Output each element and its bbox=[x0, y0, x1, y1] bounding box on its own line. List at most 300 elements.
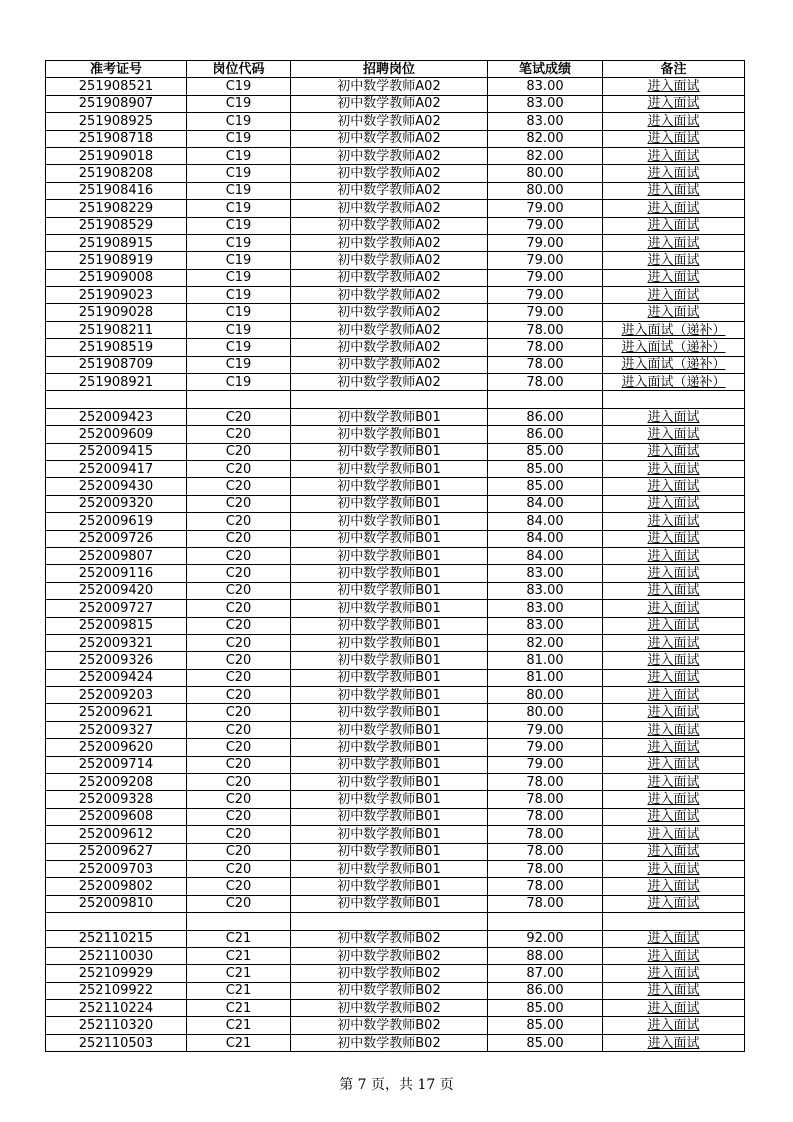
post-code-cell: C19 bbox=[187, 95, 291, 112]
exam-id-cell: 252009619 bbox=[46, 513, 187, 530]
remark-cell: 进入面试 bbox=[603, 547, 745, 564]
score-cell: 83.00 bbox=[488, 95, 603, 112]
score-cell: 78.00 bbox=[488, 878, 603, 895]
exam-id-cell: 252009620 bbox=[46, 739, 187, 756]
post-code-cell: C20 bbox=[187, 704, 291, 721]
post-code-cell: C20 bbox=[187, 652, 291, 669]
remark-cell: 进入面试 bbox=[603, 652, 745, 669]
results-table bbox=[45, 60, 745, 1052]
exam-id-cell bbox=[46, 913, 187, 930]
exam-id-cell: 251908208 bbox=[46, 165, 187, 182]
post-code-cell: C19 bbox=[187, 113, 291, 130]
table-row bbox=[46, 426, 745, 443]
remark-cell: 进入面试 bbox=[603, 860, 745, 877]
post-name-cell: 初中数学教师B01 bbox=[291, 687, 488, 704]
score-cell: 79.00 bbox=[488, 252, 603, 269]
post-code-cell: C19 bbox=[187, 182, 291, 199]
remark-cell: 进入面试 bbox=[603, 808, 745, 825]
table-row bbox=[46, 704, 745, 721]
table-row bbox=[46, 321, 745, 338]
post-code-cell: C20 bbox=[187, 791, 291, 808]
score-cell: 79.00 bbox=[488, 756, 603, 773]
table-row bbox=[46, 617, 745, 634]
score-cell: 84.00 bbox=[488, 547, 603, 564]
post-name-cell: 初中数学教师B01 bbox=[291, 443, 488, 460]
post-name-cell: 初中数学教师A02 bbox=[291, 252, 488, 269]
table-row bbox=[46, 495, 745, 512]
remark-cell: 进入面试（递补） bbox=[603, 321, 745, 338]
post-name-cell: 初中数学教师B02 bbox=[291, 947, 488, 964]
post-name-cell: 初中数学教师B01 bbox=[291, 565, 488, 582]
score-cell: 82.00 bbox=[488, 147, 603, 164]
table-row bbox=[46, 565, 745, 582]
post-name-cell: 初中数学教师B01 bbox=[291, 860, 488, 877]
remark-cell: 进入面试 bbox=[603, 878, 745, 895]
post-code-cell: C19 bbox=[187, 304, 291, 321]
table-row bbox=[46, 808, 745, 825]
post-code-cell: C20 bbox=[187, 530, 291, 547]
table-row bbox=[46, 826, 745, 843]
score-cell: 78.00 bbox=[488, 374, 603, 391]
post-name-cell: 初中数学教师B01 bbox=[291, 582, 488, 599]
score-cell: 78.00 bbox=[488, 791, 603, 808]
post-name-cell bbox=[291, 913, 488, 930]
post-name-cell: 初中数学教师B02 bbox=[291, 1000, 488, 1017]
post-name-cell: 初中数学教师B01 bbox=[291, 721, 488, 738]
table-row bbox=[46, 391, 745, 408]
table-body bbox=[46, 78, 745, 1052]
exam-id-cell: 252009415 bbox=[46, 443, 187, 460]
post-name-cell: 初中数学教师A02 bbox=[291, 165, 488, 182]
score-cell: 78.00 bbox=[488, 774, 603, 791]
remark-cell: 进入面试 bbox=[603, 947, 745, 964]
exam-id-cell: 252009807 bbox=[46, 547, 187, 564]
post-code-cell bbox=[187, 913, 291, 930]
remark-cell: 进入面试（递补） bbox=[603, 339, 745, 356]
post-name-cell: 初中数学教师B01 bbox=[291, 600, 488, 617]
remark-cell: 进入面试 bbox=[603, 217, 745, 234]
exam-id-cell: 252009810 bbox=[46, 895, 187, 912]
score-cell: 83.00 bbox=[488, 617, 603, 634]
col-header-post-name: 招聘岗位 bbox=[291, 61, 488, 78]
score-cell: 79.00 bbox=[488, 739, 603, 756]
score-cell: 86.00 bbox=[488, 408, 603, 425]
remark-cell: 进入面试 bbox=[603, 530, 745, 547]
post-name-cell: 初中数学教师B01 bbox=[291, 826, 488, 843]
post-code-cell: C20 bbox=[187, 565, 291, 582]
post-name-cell: 初中数学教师A02 bbox=[291, 217, 488, 234]
table-row bbox=[46, 791, 745, 808]
post-name-cell: 初中数学教师A02 bbox=[291, 95, 488, 112]
col-header-exam-id: 准考证号 bbox=[46, 61, 187, 78]
score-cell: 78.00 bbox=[488, 843, 603, 860]
post-code-cell: C20 bbox=[187, 808, 291, 825]
post-code-cell: C19 bbox=[187, 217, 291, 234]
remark-cell: 进入面试 bbox=[603, 426, 745, 443]
table-row bbox=[46, 930, 745, 947]
remark-cell: 进入面试 bbox=[603, 721, 745, 738]
remark-cell bbox=[603, 391, 745, 408]
post-name-cell: 初中数学教师B02 bbox=[291, 1034, 488, 1051]
post-code-cell: C20 bbox=[187, 669, 291, 686]
score-cell: 79.00 bbox=[488, 217, 603, 234]
remark-cell: 进入面试 bbox=[603, 304, 745, 321]
post-name-cell: 初中数学教师B01 bbox=[291, 808, 488, 825]
remark-cell: 进入面试 bbox=[603, 460, 745, 477]
table-row bbox=[46, 895, 745, 912]
score-cell: 79.00 bbox=[488, 200, 603, 217]
exam-id-cell: 252109929 bbox=[46, 965, 187, 982]
remark-cell: 进入面试 bbox=[603, 513, 745, 530]
score-cell: 92.00 bbox=[488, 930, 603, 947]
score-cell: 84.00 bbox=[488, 530, 603, 547]
remark-cell: 进入面试 bbox=[603, 443, 745, 460]
table-row bbox=[46, 217, 745, 234]
post-code-cell: C21 bbox=[187, 947, 291, 964]
table-row bbox=[46, 234, 745, 251]
col-header-remark: 备注 bbox=[603, 61, 745, 78]
remark-cell: 进入面试 bbox=[603, 95, 745, 112]
post-code-cell: C21 bbox=[187, 1034, 291, 1051]
score-cell: 78.00 bbox=[488, 860, 603, 877]
remark-cell: 进入面试 bbox=[603, 113, 745, 130]
post-code-cell: C19 bbox=[187, 200, 291, 217]
remark-cell: 进入面试 bbox=[603, 147, 745, 164]
post-code-cell: C20 bbox=[187, 721, 291, 738]
post-name-cell: 初中数学教师A02 bbox=[291, 374, 488, 391]
score-cell: 79.00 bbox=[488, 234, 603, 251]
score-cell: 85.00 bbox=[488, 1017, 603, 1034]
post-name-cell: 初中数学教师A02 bbox=[291, 200, 488, 217]
post-code-cell: C20 bbox=[187, 547, 291, 564]
page-footer: 第 7 页，共 17 页 bbox=[339, 1077, 454, 1093]
remark-cell: 进入面试（递补） bbox=[603, 374, 745, 391]
exam-id-cell: 252009612 bbox=[46, 826, 187, 843]
table-row bbox=[46, 478, 745, 495]
table-row bbox=[46, 878, 745, 895]
score-cell: 83.00 bbox=[488, 565, 603, 582]
post-code-cell: C20 bbox=[187, 878, 291, 895]
exam-id-cell: 252009208 bbox=[46, 774, 187, 791]
table-row bbox=[46, 1000, 745, 1017]
post-code-cell bbox=[187, 391, 291, 408]
post-name-cell: 初中数学教师B01 bbox=[291, 617, 488, 634]
remark-cell: 进入面试 bbox=[603, 600, 745, 617]
post-name-cell: 初中数学教师B01 bbox=[291, 774, 488, 791]
table-row bbox=[46, 1034, 745, 1051]
score-cell bbox=[488, 391, 603, 408]
post-code-cell: C20 bbox=[187, 843, 291, 860]
table-row bbox=[46, 982, 745, 999]
table-row bbox=[46, 652, 745, 669]
exam-id-cell: 251908229 bbox=[46, 200, 187, 217]
table-row bbox=[46, 947, 745, 964]
post-name-cell: 初中数学教师A02 bbox=[291, 130, 488, 147]
post-name-cell: 初中数学教师A02 bbox=[291, 321, 488, 338]
post-code-cell: C20 bbox=[187, 860, 291, 877]
post-code-cell: C19 bbox=[187, 287, 291, 304]
post-code-cell: C20 bbox=[187, 826, 291, 843]
remark-cell: 进入面试 bbox=[603, 739, 745, 756]
score-cell: 85.00 bbox=[488, 1034, 603, 1051]
table-row bbox=[46, 669, 745, 686]
score-cell: 78.00 bbox=[488, 339, 603, 356]
score-cell: 78.00 bbox=[488, 826, 603, 843]
score-cell: 80.00 bbox=[488, 687, 603, 704]
remark-cell: 进入面试 bbox=[603, 165, 745, 182]
exam-id-cell: 251908925 bbox=[46, 113, 187, 130]
score-cell: 85.00 bbox=[488, 478, 603, 495]
post-name-cell: 初中数学教师B01 bbox=[291, 478, 488, 495]
post-name-cell: 初中数学教师A02 bbox=[291, 78, 488, 95]
remark-cell: 进入面试 bbox=[603, 634, 745, 651]
post-name-cell: 初中数学教师B01 bbox=[291, 704, 488, 721]
remark-cell: 进入面试 bbox=[603, 1000, 745, 1017]
table-row bbox=[46, 687, 745, 704]
table-row bbox=[46, 721, 745, 738]
exam-id-cell: 252009327 bbox=[46, 721, 187, 738]
table-row bbox=[46, 182, 745, 199]
post-name-cell: 初中数学教师B02 bbox=[291, 982, 488, 999]
post-code-cell: C20 bbox=[187, 756, 291, 773]
table-row bbox=[46, 113, 745, 130]
exam-id-cell: 252009328 bbox=[46, 791, 187, 808]
table-row bbox=[46, 513, 745, 530]
remark-cell: 进入面试 bbox=[603, 617, 745, 634]
exam-id-cell: 251909028 bbox=[46, 304, 187, 321]
post-name-cell: 初中数学教师B01 bbox=[291, 756, 488, 773]
post-name-cell: 初中数学教师B01 bbox=[291, 547, 488, 564]
score-cell: 81.00 bbox=[488, 652, 603, 669]
score-cell: 79.00 bbox=[488, 269, 603, 286]
exam-id-cell: 252110320 bbox=[46, 1017, 187, 1034]
exam-id-cell: 251909018 bbox=[46, 147, 187, 164]
exam-id-cell: 252009116 bbox=[46, 565, 187, 582]
score-cell bbox=[488, 913, 603, 930]
score-cell: 80.00 bbox=[488, 165, 603, 182]
score-cell: 88.00 bbox=[488, 947, 603, 964]
table-row bbox=[46, 200, 745, 217]
score-cell: 82.00 bbox=[488, 634, 603, 651]
score-cell: 80.00 bbox=[488, 182, 603, 199]
exam-id-cell: 252009703 bbox=[46, 860, 187, 877]
remark-cell: 进入面试 bbox=[603, 78, 745, 95]
score-cell: 86.00 bbox=[488, 426, 603, 443]
score-cell: 85.00 bbox=[488, 460, 603, 477]
post-name-cell: 初中数学教师B01 bbox=[291, 495, 488, 512]
post-code-cell: C20 bbox=[187, 774, 291, 791]
remark-cell: 进入面试 bbox=[603, 130, 745, 147]
score-cell: 86.00 bbox=[488, 982, 603, 999]
table-row bbox=[46, 774, 745, 791]
table-row bbox=[46, 1017, 745, 1034]
score-cell: 80.00 bbox=[488, 704, 603, 721]
remark-cell: 进入面试 bbox=[603, 704, 745, 721]
post-code-cell: C21 bbox=[187, 1000, 291, 1017]
exam-id-cell: 252009423 bbox=[46, 408, 187, 425]
post-name-cell: 初中数学教师A02 bbox=[291, 356, 488, 373]
post-name-cell: 初中数学教师B02 bbox=[291, 930, 488, 947]
exam-id-cell bbox=[46, 391, 187, 408]
exam-id-cell: 251908709 bbox=[46, 356, 187, 373]
exam-id-cell: 252009627 bbox=[46, 843, 187, 860]
remark-cell: 进入面试 bbox=[603, 982, 745, 999]
post-code-cell: C19 bbox=[187, 374, 291, 391]
exam-id-cell: 251908919 bbox=[46, 252, 187, 269]
remark-cell: 进入面试 bbox=[603, 495, 745, 512]
table-row bbox=[46, 374, 745, 391]
remark-cell: 进入面试 bbox=[603, 252, 745, 269]
remark-cell: 进入面试 bbox=[603, 200, 745, 217]
post-name-cell: 初中数学教师B01 bbox=[291, 791, 488, 808]
score-cell: 79.00 bbox=[488, 287, 603, 304]
table-row bbox=[46, 582, 745, 599]
post-name-cell: 初中数学教师A02 bbox=[291, 113, 488, 130]
score-cell: 83.00 bbox=[488, 582, 603, 599]
post-code-cell: C19 bbox=[187, 147, 291, 164]
exam-id-cell: 252009608 bbox=[46, 808, 187, 825]
table-row bbox=[46, 443, 745, 460]
remark-cell: 进入面试 bbox=[603, 408, 745, 425]
post-code-cell: C19 bbox=[187, 165, 291, 182]
score-cell: 85.00 bbox=[488, 443, 603, 460]
post-name-cell: 初中数学教师B01 bbox=[291, 739, 488, 756]
exam-id-cell: 251909008 bbox=[46, 269, 187, 286]
post-code-cell: C19 bbox=[187, 130, 291, 147]
post-code-cell: C19 bbox=[187, 321, 291, 338]
exam-id-cell: 252009430 bbox=[46, 478, 187, 495]
exam-id-cell: 251908907 bbox=[46, 95, 187, 112]
exam-id-cell: 251908718 bbox=[46, 130, 187, 147]
table-row bbox=[46, 634, 745, 651]
table-row bbox=[46, 287, 745, 304]
table-row bbox=[46, 95, 745, 112]
score-cell: 85.00 bbox=[488, 1000, 603, 1017]
table-row bbox=[46, 739, 745, 756]
post-name-cell: 初中数学教师A02 bbox=[291, 182, 488, 199]
post-name-cell: 初中数学教师B01 bbox=[291, 843, 488, 860]
exam-id-cell: 252009815 bbox=[46, 617, 187, 634]
post-code-cell: C20 bbox=[187, 426, 291, 443]
score-cell: 84.00 bbox=[488, 513, 603, 530]
post-code-cell: C19 bbox=[187, 234, 291, 251]
table-row bbox=[46, 460, 745, 477]
post-code-cell: C20 bbox=[187, 617, 291, 634]
exam-id-cell: 251908921 bbox=[46, 374, 187, 391]
score-cell: 78.00 bbox=[488, 356, 603, 373]
score-cell: 83.00 bbox=[488, 113, 603, 130]
remark-cell: 进入面试 bbox=[603, 774, 745, 791]
remark-cell: 进入面试 bbox=[603, 687, 745, 704]
remark-cell: 进入面试 bbox=[603, 895, 745, 912]
exam-id-cell: 252009727 bbox=[46, 600, 187, 617]
post-name-cell bbox=[291, 391, 488, 408]
exam-id-cell: 252009321 bbox=[46, 634, 187, 651]
post-name-cell: 初中数学教师A02 bbox=[291, 287, 488, 304]
exam-id-cell: 251908915 bbox=[46, 234, 187, 251]
post-name-cell: 初中数学教师A02 bbox=[291, 339, 488, 356]
remark-cell: 进入面试 bbox=[603, 843, 745, 860]
post-name-cell: 初中数学教师A02 bbox=[291, 147, 488, 164]
post-code-cell: C20 bbox=[187, 687, 291, 704]
exam-id-cell: 252009802 bbox=[46, 878, 187, 895]
remark-cell: 进入面试 bbox=[603, 669, 745, 686]
remark-cell: 进入面试 bbox=[603, 182, 745, 199]
remark-cell: 进入面试 bbox=[603, 287, 745, 304]
remark-cell: 进入面试 bbox=[603, 756, 745, 773]
table-row bbox=[46, 356, 745, 373]
remark-cell: 进入面试 bbox=[603, 582, 745, 599]
post-code-cell: C20 bbox=[187, 895, 291, 912]
post-code-cell: C21 bbox=[187, 982, 291, 999]
exam-id-cell: 252110503 bbox=[46, 1034, 187, 1051]
table-row bbox=[46, 860, 745, 877]
post-name-cell: 初中数学教师B01 bbox=[291, 460, 488, 477]
remark-cell: 进入面试 bbox=[603, 234, 745, 251]
remark-cell: 进入面试 bbox=[603, 826, 745, 843]
exam-id-cell: 252009420 bbox=[46, 582, 187, 599]
exam-id-cell: 252110030 bbox=[46, 947, 187, 964]
remark-cell bbox=[603, 913, 745, 930]
exam-id-cell: 252110224 bbox=[46, 1000, 187, 1017]
table-row bbox=[46, 78, 745, 95]
exam-id-cell: 251908211 bbox=[46, 321, 187, 338]
remark-cell: 进入面试 bbox=[603, 478, 745, 495]
post-name-cell: 初中数学教师B01 bbox=[291, 408, 488, 425]
table-row bbox=[46, 600, 745, 617]
exam-id-cell: 252009609 bbox=[46, 426, 187, 443]
table-row bbox=[46, 269, 745, 286]
table-row bbox=[46, 547, 745, 564]
remark-cell: 进入面试 bbox=[603, 930, 745, 947]
post-code-cell: C20 bbox=[187, 460, 291, 477]
post-code-cell: C20 bbox=[187, 443, 291, 460]
post-code-cell: C19 bbox=[187, 356, 291, 373]
exam-id-cell: 252109922 bbox=[46, 982, 187, 999]
post-name-cell: 初中数学教师B01 bbox=[291, 530, 488, 547]
exam-id-cell: 252009417 bbox=[46, 460, 187, 477]
post-name-cell: 初中数学教师B01 bbox=[291, 513, 488, 530]
exam-id-cell: 252009714 bbox=[46, 756, 187, 773]
post-code-cell: C20 bbox=[187, 513, 291, 530]
table-row bbox=[46, 408, 745, 425]
post-name-cell: 初中数学教师B01 bbox=[291, 878, 488, 895]
post-code-cell: C20 bbox=[187, 582, 291, 599]
score-cell: 78.00 bbox=[488, 808, 603, 825]
score-cell: 87.00 bbox=[488, 965, 603, 982]
score-cell: 79.00 bbox=[488, 304, 603, 321]
post-name-cell: 初中数学教师A02 bbox=[291, 269, 488, 286]
remark-cell: 进入面试 bbox=[603, 1034, 745, 1051]
exam-id-cell: 252009726 bbox=[46, 530, 187, 547]
post-code-cell: C21 bbox=[187, 930, 291, 947]
post-code-cell: C19 bbox=[187, 78, 291, 95]
table-row bbox=[46, 843, 745, 860]
exam-id-cell: 251908521 bbox=[46, 78, 187, 95]
post-code-cell: C20 bbox=[187, 408, 291, 425]
table-row bbox=[46, 756, 745, 773]
post-code-cell: C19 bbox=[187, 252, 291, 269]
remark-cell: 进入面试 bbox=[603, 269, 745, 286]
table-row bbox=[46, 530, 745, 547]
score-cell: 81.00 bbox=[488, 669, 603, 686]
post-code-cell: C19 bbox=[187, 269, 291, 286]
post-code-cell: C20 bbox=[187, 739, 291, 756]
post-code-cell: C21 bbox=[187, 1017, 291, 1034]
post-code-cell: C20 bbox=[187, 634, 291, 651]
score-cell: 83.00 bbox=[488, 78, 603, 95]
exam-id-cell: 252009203 bbox=[46, 687, 187, 704]
